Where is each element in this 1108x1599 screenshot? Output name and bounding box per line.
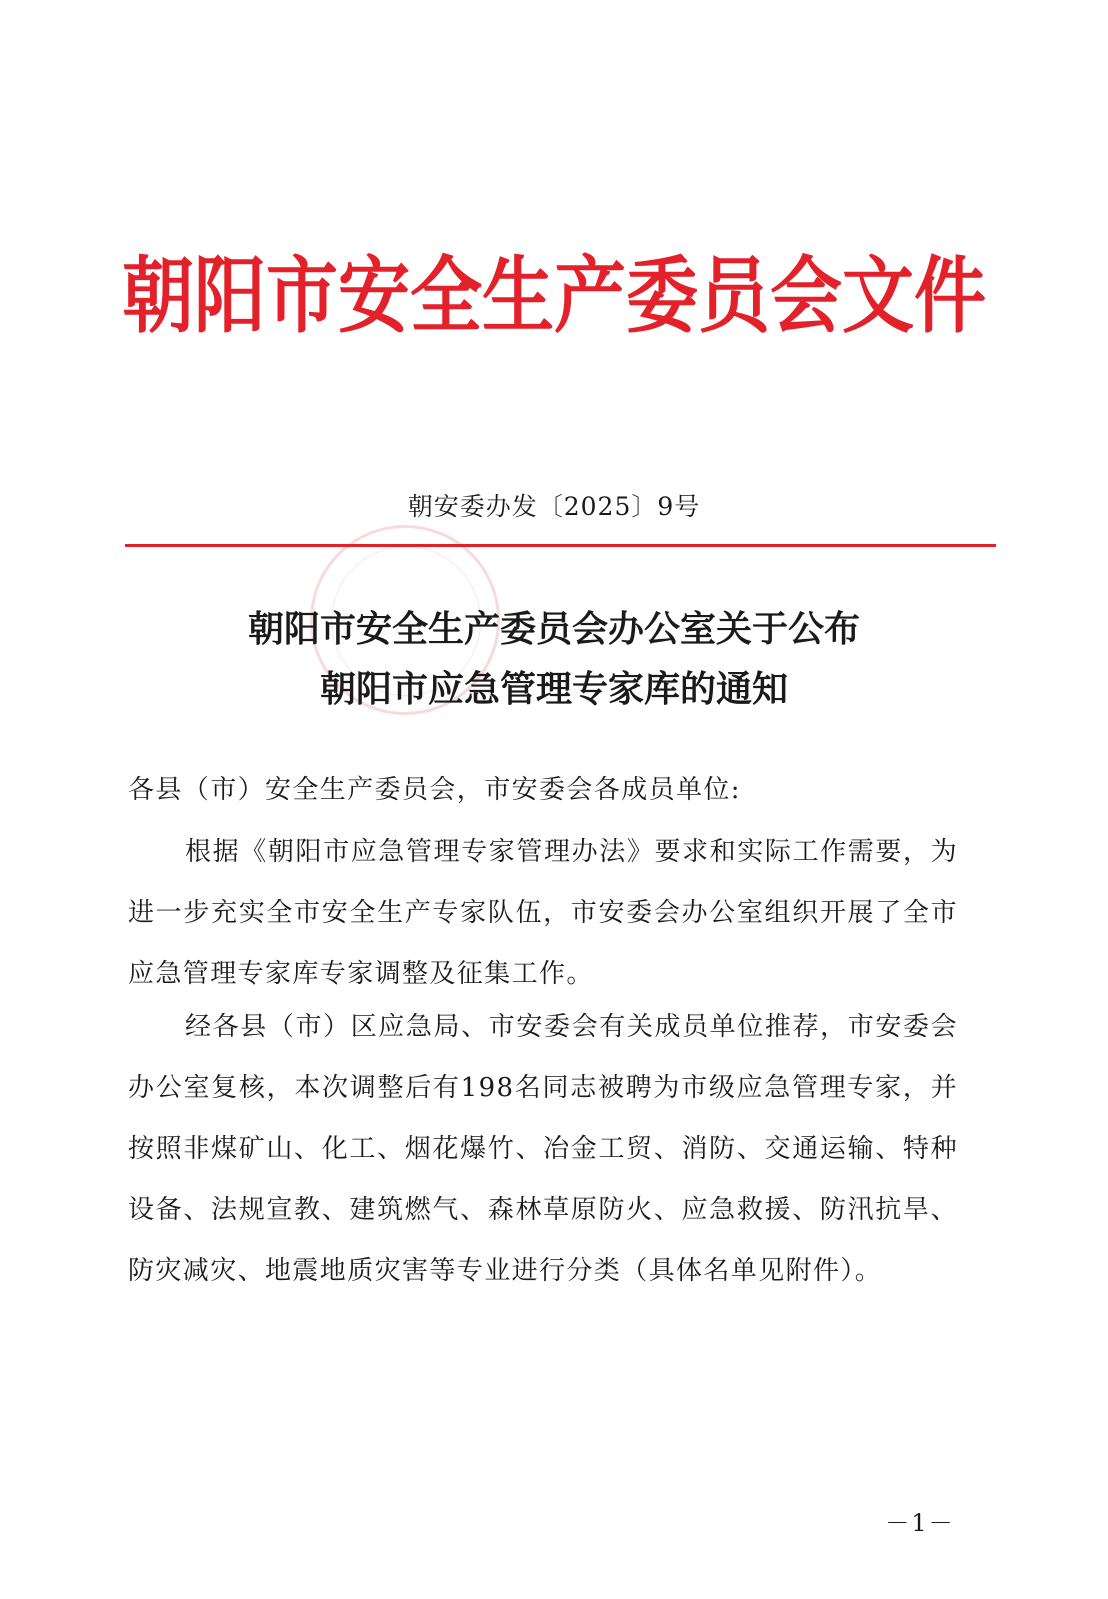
issuer-red-header: 朝阳市安全生产委员会文件 [121, 247, 986, 344]
notice-title [0, 600, 1108, 720]
notice-title-line-2: 朝阳市应急管理专家库的通知 [319, 669, 788, 710]
notice-title-line-1: 朝阳市安全生产委员会办公室关于公布 [247, 609, 860, 650]
body-paragraph-1: 根据《朝阳市应急管理专家管理办法》要求和实际工作需要，为进一步充实全市安全生产专家队伍，市安委会办公室组织开展了全市应急管理专家库专家调整及征集工作。 [128, 837, 958, 989]
body-paragraph-2: 经各县（市）区应急局、市安委会有关成员单位推荐，市安委会办公室复核，本次调整后有198名同志被聘为市级应急管理专家，并按照非煤矿山、化工、烟花爆竹、冶金工贸、消防、交通运输、特种设备、法规宣教、建筑燃气、森林草原防火、应急救援、防汛抗旱、防灾减灾、地震地质灾害等专业进行分类（具体名单见附件）。 [128, 1012, 958, 1286]
red-divider-line [125, 544, 996, 547]
salutation: 各县（市）安全生产委员会，市安委会各成员单位: [128, 775, 741, 805]
page-number: －1－ [885, 1509, 955, 1537]
document-number: 朝安委办发〔2025〕9号 [407, 492, 701, 521]
